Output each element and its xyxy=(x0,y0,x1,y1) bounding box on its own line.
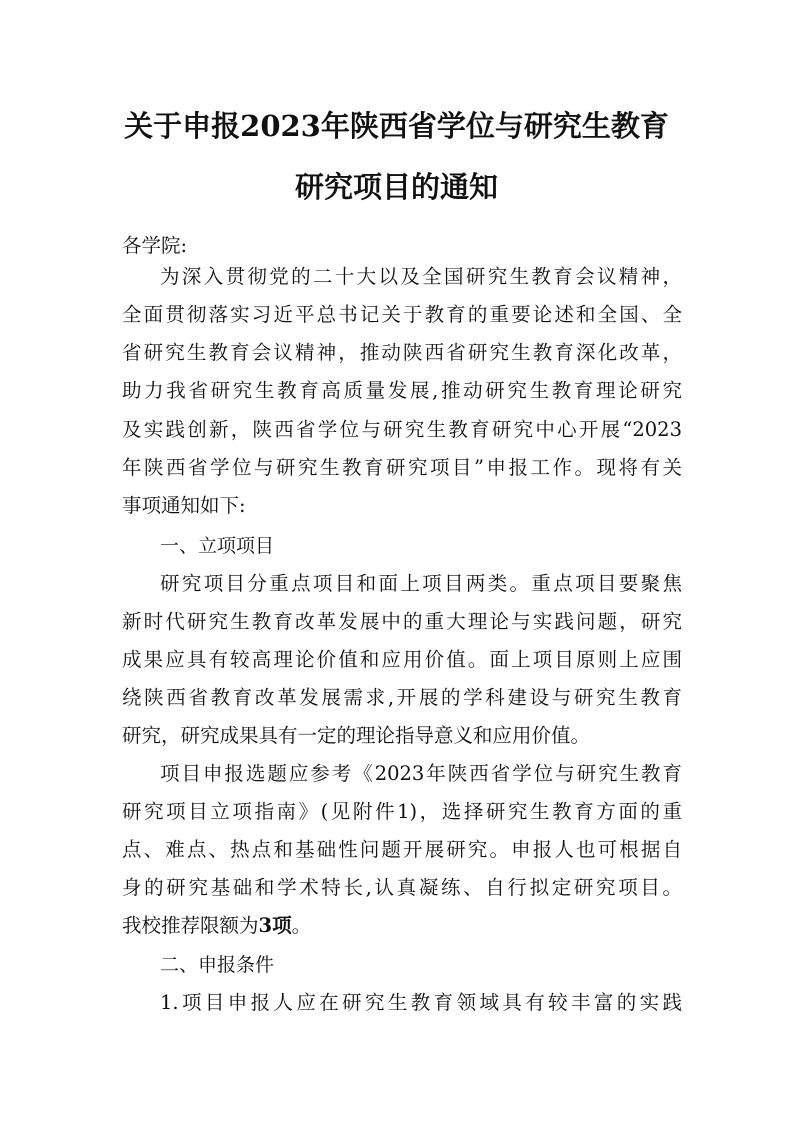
salutation: 各学院: xyxy=(122,234,188,257)
intro-line: 为深入贯彻党的二十大以及全国研究生教育会议精神， xyxy=(160,265,682,288)
intro-line: 及实践创新，陕西省学位与研究生教育研究中心开展“2023 xyxy=(122,418,682,441)
document-title-line-1: 关于申报2023年陕西省学位与研究生教育 xyxy=(124,109,669,143)
quota-value: 3项 xyxy=(258,914,292,937)
quota-suffix: 。 xyxy=(291,914,312,937)
intro-line: 年陕西省学位与研究生教育研究项目”申报工作。现将有关 xyxy=(122,456,682,479)
section-1-line: 研究，研究成果具有一定的理论指导意义和应用价值。 xyxy=(122,724,591,747)
intro-line: 省研究生教育会议精神，推动陕西省研究生教育深化改革， xyxy=(122,341,682,364)
document-title-line-2: 研究项目的通知 xyxy=(294,170,498,204)
quota-prefix: 我校推荐限额为 xyxy=(122,914,259,937)
section-1-line: 研究项目分重点项目和面上项目两类。重点项目要聚焦 xyxy=(160,572,682,595)
section-2-heading: 二、申报条件 xyxy=(160,954,275,976)
section-1-line: 绕陕西省教育改革发展需求,开展的学科建设与研究生教育 xyxy=(122,686,682,709)
section-1-line: 身的研究基础和学术特长,认真凝练、自行拟定研究项目。 xyxy=(122,876,682,899)
section-1-heading: 一、立项项目 xyxy=(160,535,275,557)
section-1-line: 项目申报选题应参考《2023年陕西省学位与研究生教育 xyxy=(160,762,682,785)
intro-line: 全面贯彻落实习近平总书记关于教育的重要论述和全国、全 xyxy=(122,303,682,326)
section-1-line: 新时代研究生教育改革发展中的重大理论与实践问题，研究 xyxy=(122,610,682,633)
intro-line: 事项通知如下: xyxy=(122,494,246,517)
section-1-line: 点、难点、热点和基础性问题开展研究。申报人也可根据自 xyxy=(122,838,682,861)
condition-1-line: 1.项目申报人应在研究生教育领域具有较丰富的实践 xyxy=(160,991,682,1014)
section-1-line: 研究项目立项指南》(见附件1)，选择研究生教育方面的重 xyxy=(122,800,682,823)
quota-line xyxy=(122,911,682,941)
intro-line: 助力我省研究生教育高质量发展,推动研究生教育理论研究 xyxy=(122,379,682,402)
section-1-line: 成果应具有较高理论价值和应用价值。面上项目原则上应围 xyxy=(122,648,682,671)
